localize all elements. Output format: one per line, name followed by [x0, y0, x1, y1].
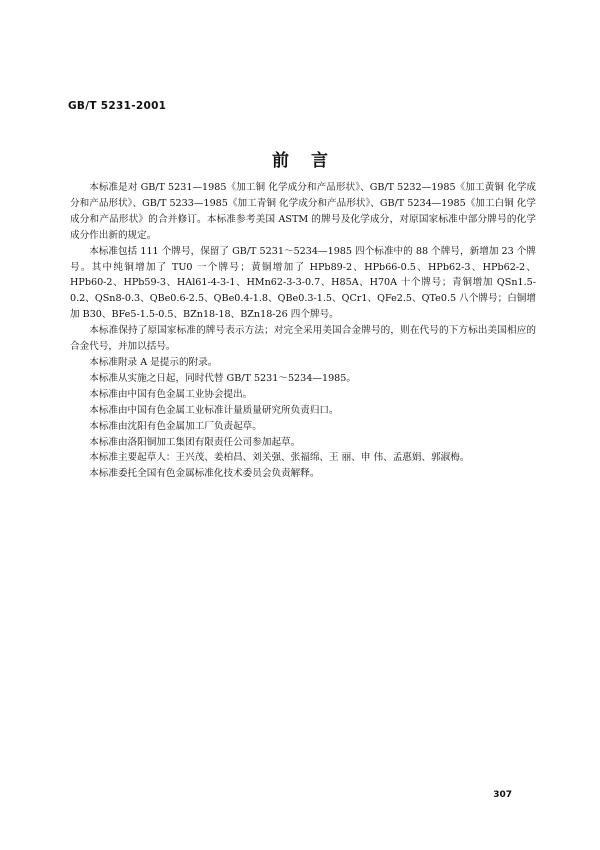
- paragraph: 本标准委托全国有色金属标准化技术委员会负责解释。: [89, 468, 320, 480]
- paragraph: 本标准从实施之日起，同时代替 GB/T 5231～5234—1985。: [89, 372, 356, 384]
- paragraph: 本标准保持了原国家标准的牌号表示方法；对完全采用美国合金牌号的，则在代号的下方标出美国相应的合金代号，并加以括号。: [70, 325, 536, 353]
- page-number: 307: [493, 790, 512, 800]
- paragraph: 本标准附录 A 是提示的附录。: [89, 356, 218, 368]
- page-title: 前言: [272, 151, 350, 171]
- standard-code: GB/T 5231-2001: [68, 100, 167, 112]
- paragraph: 本标准主要起草人：王兴茂、姜柏昌、刘关强、张福绵、王 丽、申 伟、孟惠娟、郭淑梅。: [89, 452, 470, 464]
- paragraph: 本标准由沈阳有色金属加工厂负责起草。: [89, 420, 262, 432]
- paragraph: 本标准由洛阳铜加工集团有限责任公司参加起草。: [89, 436, 301, 448]
- paragraph: 本标准由中国有色金属工业协会提出。: [89, 388, 253, 400]
- foreword-body: [70, 180, 536, 482]
- paragraph: 本标准是对 GB/T 5231—1985《加工铜 化学成分和产品形状》、GB/T 5232—1985《加工黄铜 化学成分和产品形状》、GB/T 5233—1985《加工青铜 化学成分和产品形状》、GB/T 5234—1985《加工白铜 化学成分和产品形状》的合并修订。本标准参考美国 ASTM 的牌号及化学成分，对原国家标准中部分牌号的化学成分作出新的规定。: [70, 182, 536, 241]
- paragraph: 本标准由中国有色金属工业标准计量质量研究所负责归口。: [89, 404, 339, 416]
- paragraph: 本标准包括 111 个牌号，保留了 GB/T 5231～5234—1985 四个标准中的 88 个牌号，新增加 23 个牌号。其中纯铜增加了 TU0 一个牌号；黄铜增加了 HPb89-2、HPb66-0.5、HPb62-3、HPb62-2、HPb60-2、HPb59-3、HAl61-4-3-1、HMn62-3-3-0.7、H85A、H70A 十个牌号；青铜增加 QSn1.5-0.2、QSn8-0.3、QBe0.6-2.5、QBe0.4-1.8、QBe0.3-1.5、QCr1、QFe2.5、QTe0.5 八个牌号；白铜增加 B30、BFe5-1.5-0.5、BZn18-18、BZn18-26 四个牌号。: [70, 245, 536, 321]
